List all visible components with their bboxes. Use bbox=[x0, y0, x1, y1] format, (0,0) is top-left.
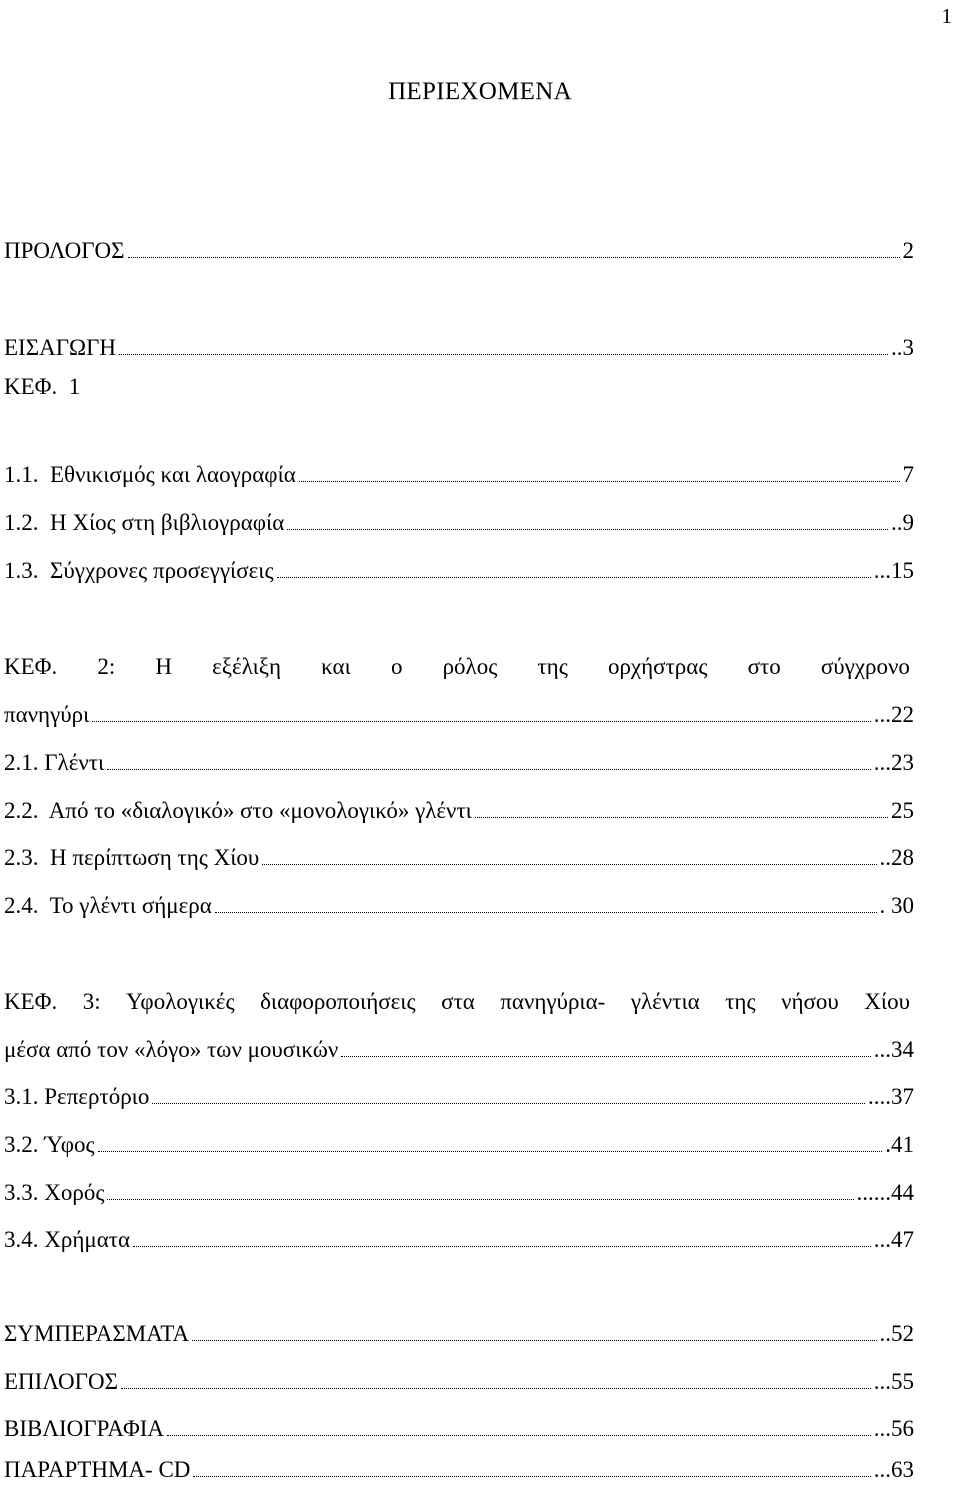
page-number: 1 bbox=[941, 4, 952, 28]
toc-label: 1.1. Εθνικισμός και λαογραφία bbox=[4, 462, 296, 487]
toc-word: σύγχρονο bbox=[820, 654, 910, 679]
toc-page-number: ...15 bbox=[873, 558, 914, 583]
toc-entry-2-3[interactable] bbox=[4, 843, 914, 873]
toc-entry-parartima[interactable] bbox=[4, 1455, 914, 1485]
toc-label: ΠΡΟΛΟΓΟΣ bbox=[4, 238, 125, 263]
dot-leader bbox=[92, 721, 870, 722]
toc-label: 2.1. Γλέντι bbox=[4, 750, 105, 775]
toc-page-number: ...56 bbox=[873, 1416, 914, 1441]
toc-word: της bbox=[725, 989, 756, 1014]
dot-leader bbox=[107, 769, 871, 770]
toc-word: και bbox=[321, 654, 351, 679]
toc-word: 2: bbox=[97, 654, 116, 679]
dot-leader bbox=[215, 912, 877, 913]
toc-word: πανηγύρια- bbox=[500, 989, 606, 1014]
toc-label: 3.1. Ρεπερτόριο bbox=[4, 1084, 150, 1109]
toc-label: μέσα από τον «λόγο» των μουσικών bbox=[4, 1037, 339, 1062]
toc-word: νήσου bbox=[781, 989, 839, 1014]
toc-word: στα bbox=[441, 989, 475, 1014]
toc-word: Η bbox=[155, 654, 172, 679]
dot-leader bbox=[341, 1056, 870, 1057]
toc-page-number: 7 bbox=[902, 462, 914, 487]
dot-leader bbox=[167, 1435, 871, 1436]
document-title: ΠΕΡΙΕΧΟΜΕΝΑ bbox=[388, 78, 572, 105]
toc-chapter-1-heading: ΚΕΦ. 1 bbox=[4, 374, 81, 399]
toc-word: εξέλιξη bbox=[212, 654, 282, 679]
dot-leader bbox=[121, 1388, 871, 1389]
toc-entry-2-1[interactable] bbox=[4, 748, 914, 778]
toc-page-number: ...55 bbox=[873, 1369, 914, 1394]
toc-chapter-2-heading[interactable] bbox=[4, 652, 910, 682]
toc-word: ορχήστρας bbox=[607, 654, 708, 679]
toc-label: πανηγύρι bbox=[4, 702, 90, 727]
toc-page-number: 2 bbox=[902, 238, 914, 263]
toc-entry-1-2[interactable] bbox=[4, 508, 914, 538]
toc-page-number: . 30 bbox=[879, 893, 914, 918]
toc-page-number: ...23 bbox=[873, 750, 914, 775]
toc-entry-3-2[interactable] bbox=[4, 1130, 914, 1160]
toc-entry-epilogos[interactable] bbox=[4, 1367, 914, 1397]
toc-page-number: ..28 bbox=[879, 845, 914, 870]
toc-word: ρόλος bbox=[442, 654, 498, 679]
toc-label: 3.2. Ύφος bbox=[4, 1132, 95, 1157]
toc-entry-prologos[interactable] bbox=[4, 236, 914, 266]
toc-entry-2-4[interactable] bbox=[4, 891, 914, 921]
toc-word: γλέντια bbox=[630, 989, 700, 1014]
dot-leader bbox=[98, 1151, 883, 1152]
toc-entry-chapter-3[interactable] bbox=[4, 1035, 914, 1065]
toc-entry-symperasmata[interactable] bbox=[4, 1319, 914, 1349]
toc-page-number: ...47 bbox=[873, 1227, 914, 1252]
toc-word: διαφοροποιήσεις bbox=[260, 989, 416, 1014]
dot-leader bbox=[128, 257, 900, 258]
toc-entry-3-4[interactable] bbox=[4, 1225, 914, 1255]
toc-page-number: ....37 bbox=[868, 1084, 914, 1109]
toc-label: 1.2. Η Χίος στη βιβλιογραφία bbox=[4, 510, 285, 535]
dot-leader bbox=[119, 354, 888, 355]
dot-leader bbox=[287, 529, 888, 530]
toc-label: 2.4. Το γλέντι σήμερα bbox=[4, 893, 212, 918]
toc-entry-1-1[interactable] bbox=[4, 460, 914, 490]
toc-page-number: ......44 bbox=[856, 1180, 914, 1205]
toc-label: 3.3. Χορός bbox=[4, 1180, 105, 1205]
dot-leader bbox=[192, 1340, 876, 1341]
toc-page-number: ...63 bbox=[873, 1457, 914, 1482]
toc-page-number: 25 bbox=[891, 798, 914, 823]
toc-entry-vivliografia[interactable] bbox=[4, 1414, 914, 1444]
toc-chapter-3-heading[interactable] bbox=[4, 987, 910, 1017]
toc-page-number: ...22 bbox=[873, 702, 914, 727]
toc-entry-chapter-2[interactable] bbox=[4, 700, 914, 730]
toc-label: 1.3. Σύγχρονες προσεγγίσεις bbox=[4, 558, 274, 583]
toc-entry-1-3[interactable] bbox=[4, 556, 914, 586]
toc-label: ΕΙΣΑΓΩΓΗ bbox=[4, 335, 117, 360]
dot-leader bbox=[262, 864, 876, 865]
toc-word: Χίου bbox=[864, 989, 910, 1014]
dot-leader bbox=[277, 577, 871, 578]
toc-word: Υφολογικές bbox=[126, 989, 235, 1014]
toc-label: 3.4. Χρήματα bbox=[4, 1227, 131, 1252]
dot-leader bbox=[152, 1103, 865, 1104]
toc-page-number: ..3 bbox=[891, 335, 914, 360]
toc-word: στο bbox=[747, 654, 781, 679]
dot-leader bbox=[133, 1246, 871, 1247]
toc-page-number: .41 bbox=[885, 1132, 914, 1157]
toc-page-number: ..9 bbox=[891, 510, 914, 535]
dot-leader bbox=[299, 481, 900, 482]
toc-word: ΚΕΦ. bbox=[4, 989, 58, 1014]
toc-entry-3-1[interactable] bbox=[4, 1082, 914, 1112]
toc-word: ΚΕΦ. bbox=[4, 654, 58, 679]
toc-label: 2.2. Από το «διαλογικό» στο «μονολογικό» γλέντι bbox=[4, 798, 472, 823]
toc-entry-2-2[interactable] bbox=[4, 796, 914, 826]
toc-word: ο bbox=[390, 654, 403, 679]
dot-leader bbox=[107, 1199, 853, 1200]
toc-label: ΠΑΡΑΡΤΗΜΑ- CD bbox=[4, 1457, 191, 1482]
toc-word: 3: bbox=[82, 989, 101, 1014]
toc-page-number: ...34 bbox=[873, 1037, 914, 1062]
toc-entry-3-3[interactable] bbox=[4, 1178, 914, 1208]
toc-label: 2.3. Η περίπτωση της Χίου bbox=[4, 845, 260, 870]
dot-leader bbox=[475, 817, 888, 818]
toc-entry-eisagogi[interactable] bbox=[4, 333, 914, 363]
toc-word: της bbox=[537, 654, 568, 679]
dot-leader bbox=[193, 1476, 870, 1477]
toc-label: ΣΥΜΠΕΡΑΣΜΑΤΑ bbox=[4, 1321, 190, 1346]
toc-label: ΕΠΙΛΟΓΟΣ bbox=[4, 1369, 118, 1394]
toc-page-number: ..52 bbox=[879, 1321, 914, 1346]
toc-label: ΒΙΒΛΙΟΓΡΑΦΙΑ bbox=[4, 1416, 165, 1441]
